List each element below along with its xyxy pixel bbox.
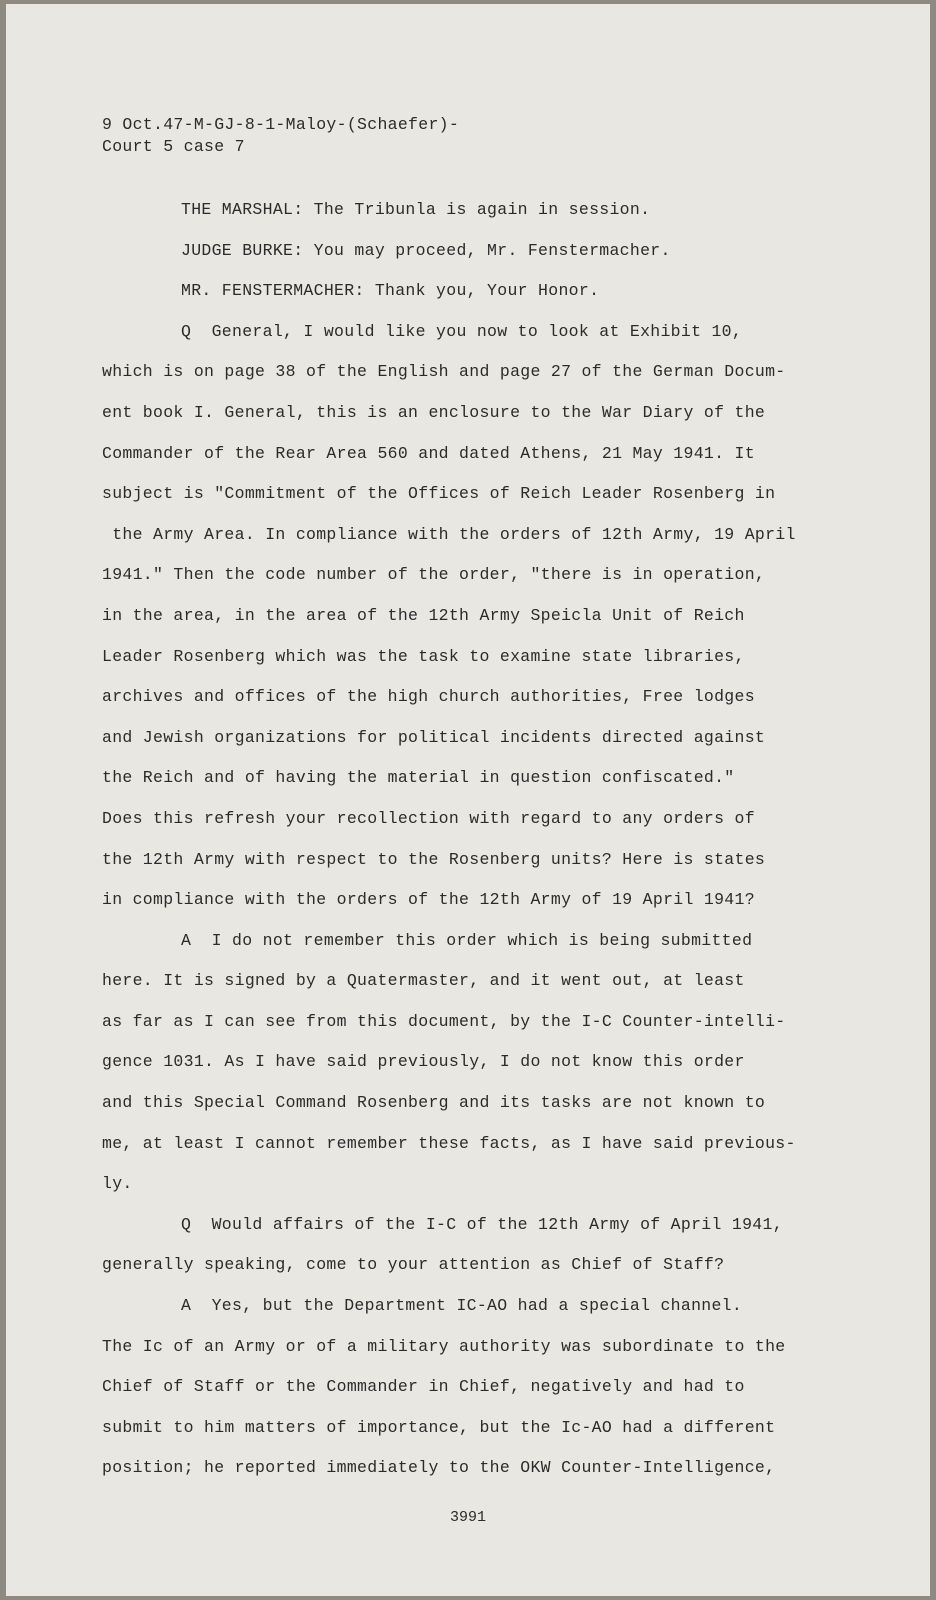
text-line: generally speaking, come to your attention as Chief of Staff?: [102, 1255, 725, 1275]
text-line: gence 1031. As I have said previously, I do not know this order: [102, 1052, 745, 1072]
header-reference: [102, 114, 459, 158]
text-line: JUDGE BURKE: You may proceed, Mr. Fenstermacher.: [181, 240, 671, 260]
text-line: archives and offices of the high church authorities, Free lodges: [102, 687, 755, 707]
text-line: in the area, in the area of the 12th Army Speicla Unit of Reich: [102, 605, 745, 625]
text-line: and this Special Command Rosenberg and its tasks are not known to: [102, 1093, 766, 1113]
text-line: as far as I can see from this document, by the I-C Counter-intelli-: [102, 1011, 786, 1031]
text-line: me, at least I cannot remember these facts, as I have said previous-: [102, 1133, 796, 1153]
text-line: ly.: [102, 1174, 133, 1194]
text-line: Q Would affairs of the I-C of the 12th Army of April 1941,: [181, 1214, 783, 1234]
text-line: here. It is signed by a Quatermaster, and it went out, at least: [102, 971, 745, 991]
text-line: Does this refresh your recollection with regard to any orders of: [102, 808, 755, 828]
text-line: THE MARSHAL: The Tribunla is again in session.: [181, 200, 651, 219]
text-line: 1941." Then the code number of the order, "there is in operation,: [102, 565, 766, 585]
document-page: [6, 4, 930, 1596]
text-line: the 12th Army with respect to the Rosenberg units? Here is states: [102, 849, 766, 869]
text-line: Q General, I would like you now to look at Exhibit 10,: [181, 321, 743, 341]
text-line: Chief of Staff or the Commander in Chief, negatively and had to: [102, 1377, 745, 1397]
page-number: 3991: [449, 1509, 486, 1526]
text-line: The Ic of an Army or of a military authority was subordinate to the: [102, 1336, 786, 1356]
text-line: the Army Area. In compliance with the orders of 12th Army, 19 April: [102, 524, 796, 544]
text-line: A I do not remember this order which is being submitted: [181, 930, 753, 950]
text-line: ent book I. General, this is an enclosure to the War Diary of the: [102, 402, 766, 422]
text-line: and Jewish organizations for political incidents directed against: [102, 727, 766, 747]
text-line: position; he reported immediately to the OKW Counter-Intelligence,: [102, 1458, 776, 1478]
text-line: A Yes, but the Department IC-AO had a special channel.: [181, 1296, 743, 1316]
transcript-body: [102, 190, 802, 1489]
header-line: 9 Oct.47-M-GJ-8-1-Maloy-(Schaefer)-: [102, 115, 460, 134]
text-line: Leader Rosenberg which was the task to examine state libraries,: [102, 646, 745, 666]
header-line: Court 5 case 7: [102, 137, 245, 156]
text-line: the Reich and of having the material in question confiscated.": [102, 768, 735, 788]
text-line: subject is "Commitment of the Offices of Reich Leader Rosenberg in: [102, 484, 776, 504]
text-line: in compliance with the orders of the 12th Army of 19 April 1941?: [102, 890, 755, 910]
text-line: Commander of the Rear Area 560 and dated Athens, 21 May 1941. It: [102, 443, 755, 463]
text-line: which is on page 38 of the English and page 27 of the German Docum-: [102, 362, 786, 382]
text-line: MR. FENSTERMACHER: Thank you, Your Honor.: [181, 281, 600, 301]
text-line: submit to him matters of importance, but the Ic-AO had a different: [102, 1417, 776, 1437]
